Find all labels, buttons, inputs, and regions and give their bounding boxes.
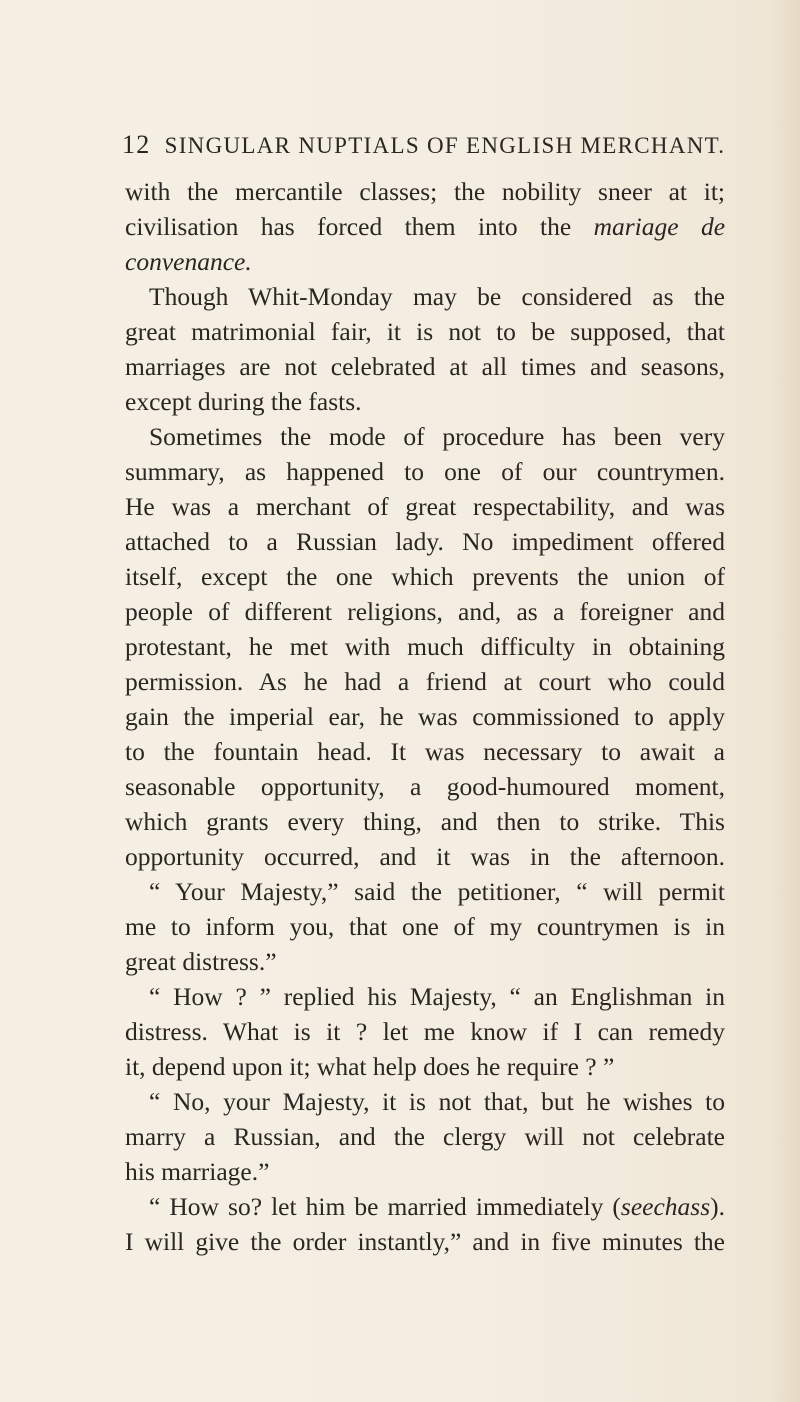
- text-line: I will give the order instantly,” and in five minutes the: [125, 1227, 725, 1256]
- text-run: civilisation has forced them into the: [125, 212, 572, 241]
- text-run: ).: [710, 1192, 725, 1221]
- text-line: attached to a Russian lady. No impediment offered: [125, 527, 725, 556]
- text-line: Sometimes the mode of procedure has been very: [149, 422, 725, 451]
- text-line: summary, as happened to one of our countrymen.: [125, 457, 725, 486]
- italic-phrase: convenance.: [125, 247, 252, 276]
- text-line: “ How ? ” replied his Majesty, “ an Englishman in: [149, 982, 725, 1011]
- text-line: [125, 1189, 725, 1224]
- text-line: except during the fasts.: [125, 387, 362, 416]
- running-title: SINGULAR NUPTIALS OF ENGLISH MERCHANT.: [164, 133, 726, 158]
- page-number: 12: [122, 130, 151, 159]
- text-line: Though Whit-Monday may be considered as the: [149, 282, 725, 311]
- text-line: great distress.”: [125, 947, 277, 976]
- text-line: [125, 209, 725, 244]
- text-line: it, depend upon it; what help does he require ? ”: [125, 1052, 615, 1081]
- text-line: permission. As he had a friend at court who could: [125, 667, 725, 696]
- italic-phrase: mariage de: [593, 212, 726, 241]
- text-line: “ Your Majesty,” said the petitioner, “ will permit: [149, 877, 725, 906]
- italic-phrase: seechass: [620, 1192, 711, 1221]
- text-line: distress. What is it ? let me know if I can remedy: [125, 1017, 725, 1046]
- text-line: me to inform you, that one of my countrymen is in: [125, 912, 725, 941]
- text-line: seasonable opportunity, a good-humoured moment,: [125, 772, 725, 801]
- text-line: itself, except the one which prevents the union of: [125, 562, 725, 591]
- text-line: marry a Russian, and the clergy will not celebrate: [125, 1122, 725, 1151]
- text-line: gain the imperial ear, he was commissioned to apply: [125, 702, 725, 731]
- running-header: [122, 130, 742, 168]
- text-run: “ How so? let him be married immediately (: [149, 1192, 621, 1221]
- text-line: his marriage.”: [125, 1157, 270, 1186]
- text-line: marriages are not celebrated at all times and seasons,: [125, 352, 725, 381]
- text-line: to the fountain head. It was necessary to await a: [125, 737, 725, 766]
- text-line: “ No, your Majesty, it is not that, but he wishes to: [149, 1087, 725, 1116]
- text-line: great matrimonial fair, it is not to be supposed, that: [125, 317, 725, 346]
- text-line: people of different religions, and, as a foreigner and: [125, 597, 725, 626]
- text-line: which grants every thing, and then to strike. This: [125, 807, 725, 836]
- text-line: opportunity occurred, and it was in the afternoon.: [125, 842, 725, 871]
- text-line: with the mercantile classes; the nobility sneer at it;: [125, 177, 725, 206]
- text-line: [125, 244, 725, 279]
- text-line: He was a merchant of great respectability, and was: [125, 492, 725, 521]
- text-line: protestant, he met with much difficulty in obtaining: [125, 632, 725, 661]
- body-text: [125, 174, 725, 1259]
